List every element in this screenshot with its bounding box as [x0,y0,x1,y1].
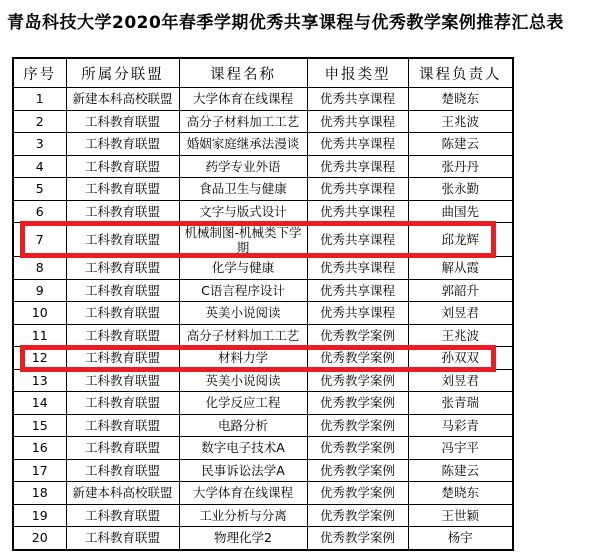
cell-course: 英美小说阅读 [179,369,307,392]
header-cell-type: 申报类型 [307,58,408,88]
cell-no: 16 [13,437,66,460]
cell-no: 5 [13,178,66,201]
table-row [13,437,513,460]
cell-alliance: 工科教育联盟 [66,110,179,133]
table-row [13,200,513,223]
cell-type: 优秀教学案例 [307,392,408,415]
cell-type: 优秀共享课程 [307,155,408,178]
cell-leader: 曲国先 [408,200,513,223]
table-row [13,504,513,527]
header-cell-no: 序号 [13,58,66,88]
cell-type: 优秀共享课程 [307,133,408,156]
cell-type: 优秀教学案例 [307,437,408,460]
cell-leader: 解从霞 [408,257,513,280]
cell-no: 20 [13,527,66,550]
cell-course: 数字电子技术A [179,437,307,460]
table-row [13,324,513,347]
cell-no: 2 [13,110,66,133]
cell-alliance: 工科教育联盟 [66,223,179,257]
cell-no: 17 [13,459,66,482]
cell-leader: 郭韶升 [408,279,513,302]
cell-leader: 王世颖 [408,504,513,527]
cell-leader: 马彩青 [408,414,513,437]
cell-leader: 张青瑞 [408,392,513,415]
cell-course: 药学专业外语 [179,155,307,178]
table-row [13,279,513,302]
cell-no: 1 [13,88,66,111]
table-row [13,178,513,201]
cell-course: 文字与版式设计 [179,200,307,223]
cell-course: 食品卫生与健康 [179,178,307,201]
cell-course: 物理化学2 [179,527,307,550]
cell-type: 优秀共享课程 [307,223,408,257]
cell-type: 优秀教学案例 [307,324,408,347]
cell-leader: 杨宇 [408,527,513,550]
cell-no: 8 [13,257,66,280]
table-row [13,527,513,550]
cell-course: 婚姻家庭继承法漫谈 [179,133,307,156]
cell-course: 化学与健康 [179,257,307,280]
cell-course: C语言程序设计 [179,279,307,302]
cell-leader: 王兆波 [408,110,513,133]
cell-alliance: 工科教育联盟 [66,414,179,437]
cell-no: 11 [13,324,66,347]
table-row [13,414,513,437]
cell-course: 高分子材料加工工艺 [179,324,307,347]
cell-type: 优秀共享课程 [307,110,408,133]
cell-no: 15 [13,414,66,437]
cell-leader: 张丹丹 [408,155,513,178]
table-row [13,223,513,257]
cell-type: 优秀共享课程 [307,88,408,111]
cell-no: 13 [13,369,66,392]
cell-leader: 楚晓东 [408,482,513,505]
cell-alliance: 工科教育联盟 [66,459,179,482]
cell-alliance: 工科教育联盟 [66,279,179,302]
cell-type: 优秀教学案例 [307,369,408,392]
cell-course: 工业分析与分离 [179,504,307,527]
table-row [13,88,513,111]
header-cell-leader: 课程负责人 [408,58,513,88]
cell-alliance: 工科教育联盟 [66,504,179,527]
cell-type: 优秀教学案例 [307,482,408,505]
cell-type: 优秀共享课程 [307,257,408,280]
cell-no: 7 [13,223,66,257]
table-row [13,369,513,392]
cell-type: 优秀教学案例 [307,347,408,370]
cell-alliance: 工科教育联盟 [66,369,179,392]
cell-alliance: 工科教育联盟 [66,257,179,280]
cell-no: 12 [13,347,66,370]
table-row [13,110,513,133]
cell-alliance: 工科教育联盟 [66,302,179,325]
cell-leader: 陈建云 [408,459,513,482]
cell-leader: 邱龙辉 [408,223,513,257]
cell-type: 优秀共享课程 [307,200,408,223]
cell-type: 优秀教学案例 [307,459,408,482]
cell-type: 优秀教学案例 [307,414,408,437]
cell-course: 化学反应工程 [179,392,307,415]
cell-leader: 楚晓东 [408,88,513,111]
table-row [13,302,513,325]
table-row [13,133,513,156]
cell-leader: 陈建云 [408,133,513,156]
cell-leader: 冯宇平 [408,437,513,460]
cell-alliance: 工科教育联盟 [66,155,179,178]
cell-alliance: 工科教育联盟 [66,133,179,156]
cell-no: 6 [13,200,66,223]
cell-alliance: 工科教育联盟 [66,347,179,370]
table-row [13,482,513,505]
table-row [13,392,513,415]
cell-course: 大学体育在线课程 [179,88,307,111]
cell-alliance: 工科教育联盟 [66,324,179,347]
cell-no: 10 [13,302,66,325]
cell-type: 优秀共享课程 [307,302,408,325]
cell-no: 18 [13,482,66,505]
cell-leader: 张永勤 [408,178,513,201]
cell-course: 英美小说阅读 [179,302,307,325]
cell-alliance: 工科教育联盟 [66,437,179,460]
cell-alliance: 新建本科高校联盟 [66,88,179,111]
cell-course: 电路分析 [179,414,307,437]
cell-no: 9 [13,279,66,302]
page-title: 青岛科技大学2020年春季学期优秀共享课程与优秀教学案例推荐汇总表 [7,13,564,33]
cell-alliance: 工科教育联盟 [66,392,179,415]
cell-no: 3 [13,133,66,156]
cell-course: 高分子材料加工工艺 [179,110,307,133]
cell-leader: 刘昱君 [408,369,513,392]
cell-alliance: 工科教育联盟 [66,178,179,201]
header-row [13,58,513,88]
cell-course: 民事诉讼法学A [179,459,307,482]
recommendation-table [12,57,514,551]
cell-course: 大学体育在线课程 [179,482,307,505]
table-body [13,88,513,550]
cell-type: 优秀教学案例 [307,527,408,550]
table-row [13,155,513,178]
cell-type: 优秀共享课程 [307,279,408,302]
cell-course: 材料力学 [179,347,307,370]
cell-leader: 刘昱君 [408,302,513,325]
cell-alliance: 工科教育联盟 [66,527,179,550]
header-cell-course: 课程名称 [179,58,307,88]
cell-no: 19 [13,504,66,527]
cell-no: 14 [13,392,66,415]
table-row [13,257,513,280]
cell-alliance: 新建本科高校联盟 [66,482,179,505]
cell-no: 4 [13,155,66,178]
cell-leader: 王兆波 [408,324,513,347]
cell-type: 优秀教学案例 [307,504,408,527]
table-row [13,459,513,482]
cell-course: 机械制图-机械类下学期 [179,223,307,257]
header-cell-alliance: 所属分联盟 [66,58,179,88]
cell-leader: 孙双双 [408,347,513,370]
cell-type: 优秀共享课程 [307,178,408,201]
cell-alliance: 工科教育联盟 [66,200,179,223]
table-row [13,347,513,370]
